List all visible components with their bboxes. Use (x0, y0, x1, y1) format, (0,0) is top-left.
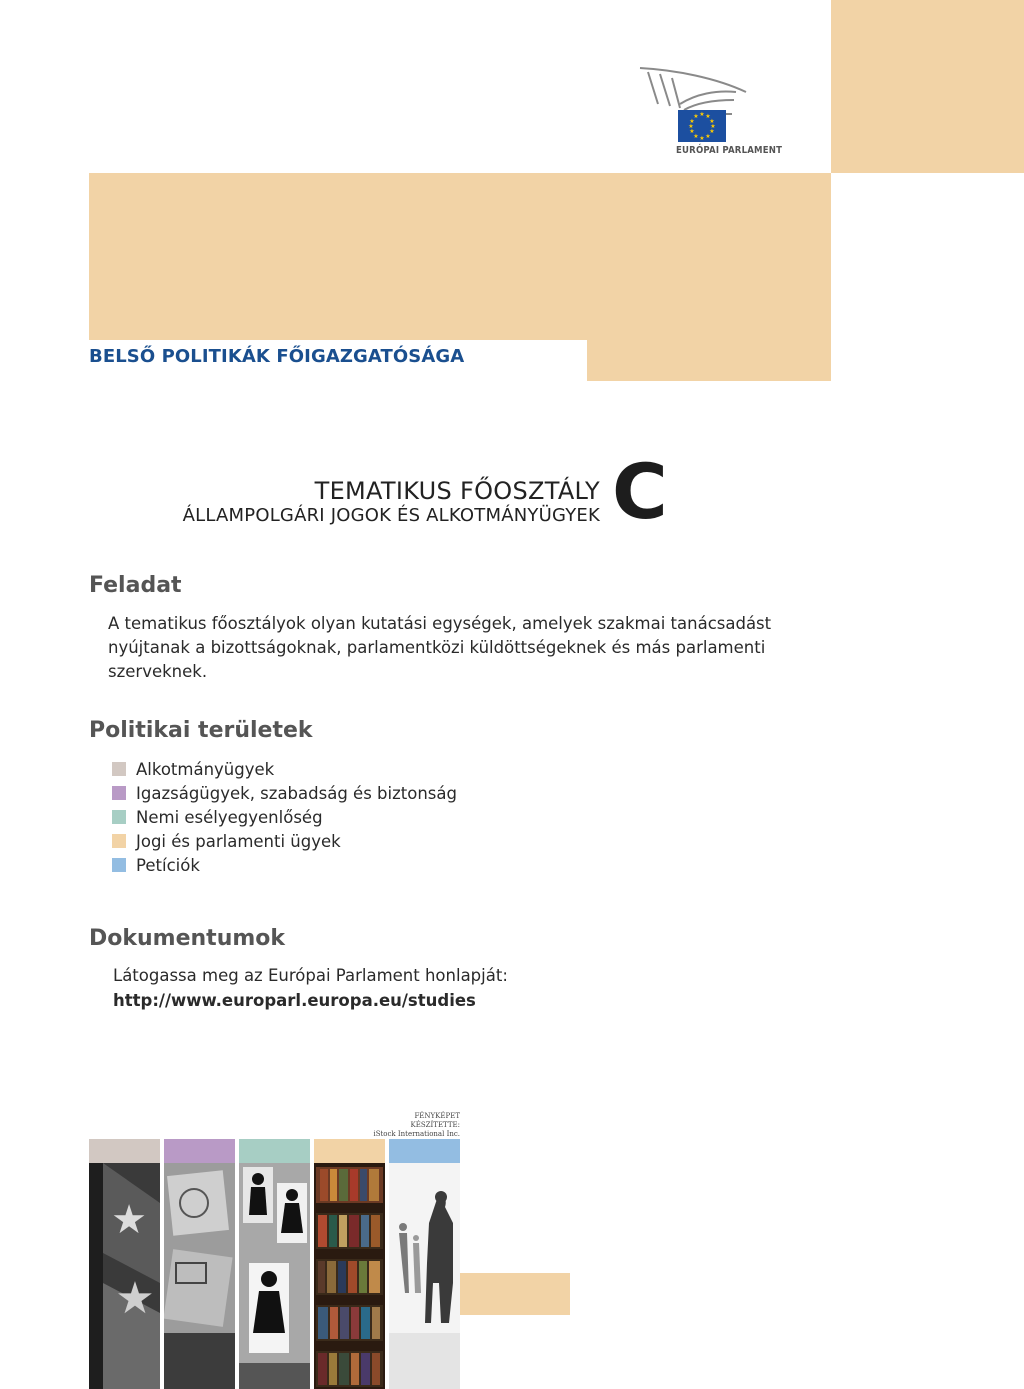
strip-color-cap (89, 1139, 160, 1163)
color-swatch (112, 834, 126, 848)
policy-item-gender (112, 805, 457, 829)
svg-text:★: ★ (693, 133, 699, 140)
svg-text:★: ★ (709, 118, 715, 125)
department-subtitle: ÁLLAMPOLGÁRI JOGOK ÉS ALKOTMÁNYÜGYEK (182, 505, 600, 526)
color-swatch (112, 786, 126, 800)
directorate-title: BELSŐ POLITIKÁK FŐIGAZGATÓSÁGA (89, 346, 465, 367)
tan-block-top-right (831, 0, 1024, 173)
photo-strip-justice (164, 1139, 235, 1389)
svg-text:★: ★ (693, 113, 699, 120)
passport-photo (164, 1163, 235, 1389)
strip-color-cap (389, 1139, 460, 1163)
strip-color-cap (164, 1139, 235, 1163)
svg-text:★: ★ (705, 133, 711, 140)
department-letter: C (612, 447, 668, 536)
svg-text:★: ★ (710, 123, 716, 130)
documents-heading: Dokumentumok (89, 926, 286, 951)
color-swatch (112, 858, 126, 872)
svg-text:★: ★ (115, 1273, 155, 1324)
policy-item-label: Nemi esélyegyenlőség (136, 807, 323, 827)
documents-text-block (113, 963, 508, 1013)
svg-text:★: ★ (709, 128, 715, 135)
photo-credit-source: iStock International Inc. (373, 1130, 460, 1138)
photo-credit (370, 1112, 460, 1139)
photo-credit-label: FÉNYKÉPET KÉSZÍTETTE: (410, 1112, 460, 1129)
logo-label: EURÓPAI PARLAMENT (676, 145, 783, 156)
mission-text: A tematikus főosztályok olyan kutatási egységek, amelyek szakmai tanácsadást nyújtanak a bizottságoknak, parlamentközi küldöttségeknek és más parlamenti szerveknek. (108, 614, 772, 681)
crowd-photo (389, 1163, 460, 1389)
documents-link[interactable]: http://www.europarl.europa.eu/studies (113, 991, 476, 1010)
photo-strip-constitutional (89, 1139, 160, 1389)
policy-item-constitutional (112, 757, 457, 781)
svg-text:★: ★ (689, 118, 695, 125)
policy-item-label: Alkotmányügyek (136, 759, 275, 779)
department-title: TEMATIKUS FŐOSZTÁLY (314, 477, 600, 505)
policy-item-label: Jogi és parlamenti ügyek (136, 831, 341, 851)
policy-area-list (112, 757, 457, 877)
policy-item-label: Petíciók (136, 855, 200, 875)
svg-text:★: ★ (689, 128, 695, 135)
svg-text:★: ★ (699, 135, 705, 142)
policy-item-petitions (112, 853, 457, 877)
photo-strip-legal (314, 1139, 385, 1389)
tan-block-bottom (460, 1273, 570, 1315)
policy-item-legal (112, 829, 457, 853)
color-swatch (112, 762, 126, 776)
tan-block-header-tab (587, 340, 831, 381)
photo-strip-gender (239, 1139, 310, 1389)
mission-heading: Feladat (89, 573, 182, 598)
gender-figures-photo (239, 1163, 310, 1389)
svg-text:★: ★ (699, 111, 705, 118)
policy-heading: Politikai területek (89, 718, 313, 743)
svg-text:★: ★ (705, 113, 711, 120)
documents-text: Látogassa meg az Európai Parlament honlapját: (113, 966, 508, 985)
strip-color-cap (314, 1139, 385, 1163)
svg-text:★: ★ (111, 1197, 147, 1243)
svg-text:★: ★ (688, 123, 694, 130)
strip-color-cap (239, 1139, 310, 1163)
bookshelf-photo (314, 1163, 385, 1389)
policy-item-label: Igazságügyek, szabadság és biztonság (136, 783, 457, 803)
photo-strip-petitions (389, 1139, 460, 1389)
tan-block-header-band (89, 173, 831, 340)
color-swatch (112, 810, 126, 824)
policy-item-justice (112, 781, 457, 805)
flag-photo (89, 1163, 160, 1389)
